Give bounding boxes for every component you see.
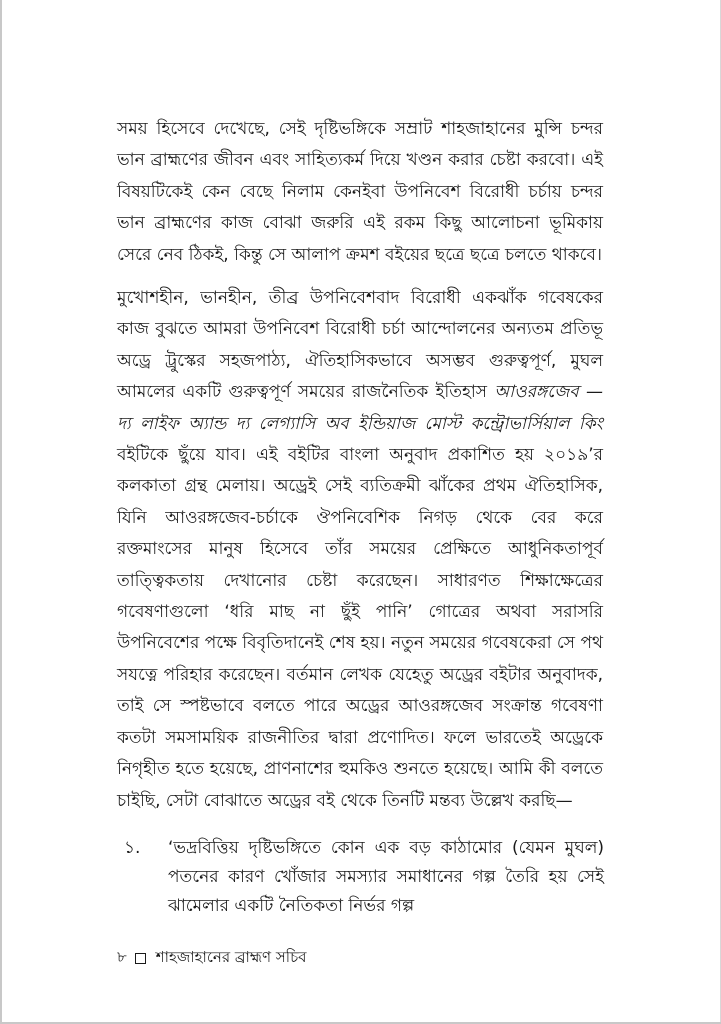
running-title: শাহজাহানের ব্রাহ্মণ সচিব	[155, 948, 307, 966]
paragraph-2-text-a: মুখোশহীন, ভানহীন, তীব্র উপনিবেশবাদ বিরোধী একঝাঁক গবেষকের কাজ বুঝতে আমরা উপনিবেশ বিরোধী চর্চা আন্দোলনের অন্যতম প্রতিভূ অড্রে ট্রুস্কের সহজপাঠ্য, ঐতিহাসিকভাবে অসম্ভব গুরুত্বপূর্ণ, মুঘল আমলের একটি গুরুত্বপূর্ণ সময়ের রাজনৈতিক ইতিহাস	[117, 288, 603, 403]
page-number: ৮	[117, 948, 127, 966]
square-separator-icon	[135, 953, 146, 964]
page-edge-left	[0, 0, 2, 1024]
paragraph-2	[117, 283, 603, 817]
book-title-italic: আওরঙ্গজেব —দ্য লাইফ অ্যান্ড দ্য লেগ্যাসি অব ইন্ডিয়াজ মোস্ট কন্ট্রোভার্সিয়াল কিং	[117, 382, 604, 434]
list-item-number: ১.	[124, 838, 141, 858]
page-footer	[117, 946, 307, 971]
paragraph-1: সময় হিসেবে দেখেছে, সেই দৃষ্টিভঙ্গিকে সম্রাট শাহজাহানের মুন্সি চন্দর ভান ব্রাহ্মণের জীবন এবং সাহিত্যকর্ম দিয়ে খণ্ডন করার চেষ্টা করবো। এই বিষয়টিকেই কেন বেছে নিলাম কেনইবা উপনিবেশ বিরোধী চর্চায় চন্দর ভান ব্রাহ্মণের কাজ বোঝা জরুরি এই রকম কিছু আলোচনা ভূমিকায় সেরে নেব ঠিকই, কিন্তু সে আলাপ ক্রমশ বইয়ের ছত্রে ছত্রে চলতে থাকবে।	[117, 119, 603, 265]
paragraph-2-text-b: বইটিকে ছুঁয়ে যাব। এই বইটির বাংলা অনুবাদ প্রকাশিত হয় ২০১৯’র কলকাতা গ্রন্থ মেলায়। অড্রেই সেই ব্যতিক্রমী ঝাঁকের প্রথম ঐতিহাসিক, যিনি আওরঙ্গজেব-চর্চাকে ঔপনিবেশিক নিগড় থেকে বের করে রক্তমাংসের মানুষ হিসেবে তাঁর সময়ের প্রেক্ষিতে আধুনিকতাপূর্ব তাত্ত্বিকতায় দেখানোর চেষ্টা করেছেন। সাধারণত শিক্ষাক্ষেত্রের গবেষণাগুলো ‘ধরি মাছ না ছুঁই পানি’ গোত্রের অথবা সরাসরি উপনিবেশের পক্ষে বিবৃতিদানেই শেষ হয়। নতুন সময়ের গবেষকেরা সে পথ সযত্নে পরিহার করেছেন। বর্তমান লেখক যেহেতু অড্রের বইটার অনুবাদক, তাই সে স্পষ্টভাবে বলতে পারে অড্রের আওরঙ্গজেব সংক্রান্ত গবেষণা কতটা সমসাময়িক রাজনীতির দ্বারা প্রণোদিত। ফলে ভারতেই অড্রেকে নিগৃহীত হতে হয়েছে, প্রাণনাশের হুমকিও শুনতে হয়েছে। আমি কী বলতে চাইছি, সেটা বোঝাতে অড্রের বই থেকে তিনটি মন্তব্য উল্লেখ করছি—	[117, 445, 603, 811]
list-item-text: ‘ভদ্রবিত্তিয় দৃষ্টিভঙ্গিতে কোন এক বড় কাঠামোর (যেমন মুঘল) পতনের কারণ খোঁজার সমস্যার সমাধানের গল্প তৈরি হয় সেই ঝামেলার একটি নৈতিকতা নির্ভর গল্প	[168, 838, 604, 916]
